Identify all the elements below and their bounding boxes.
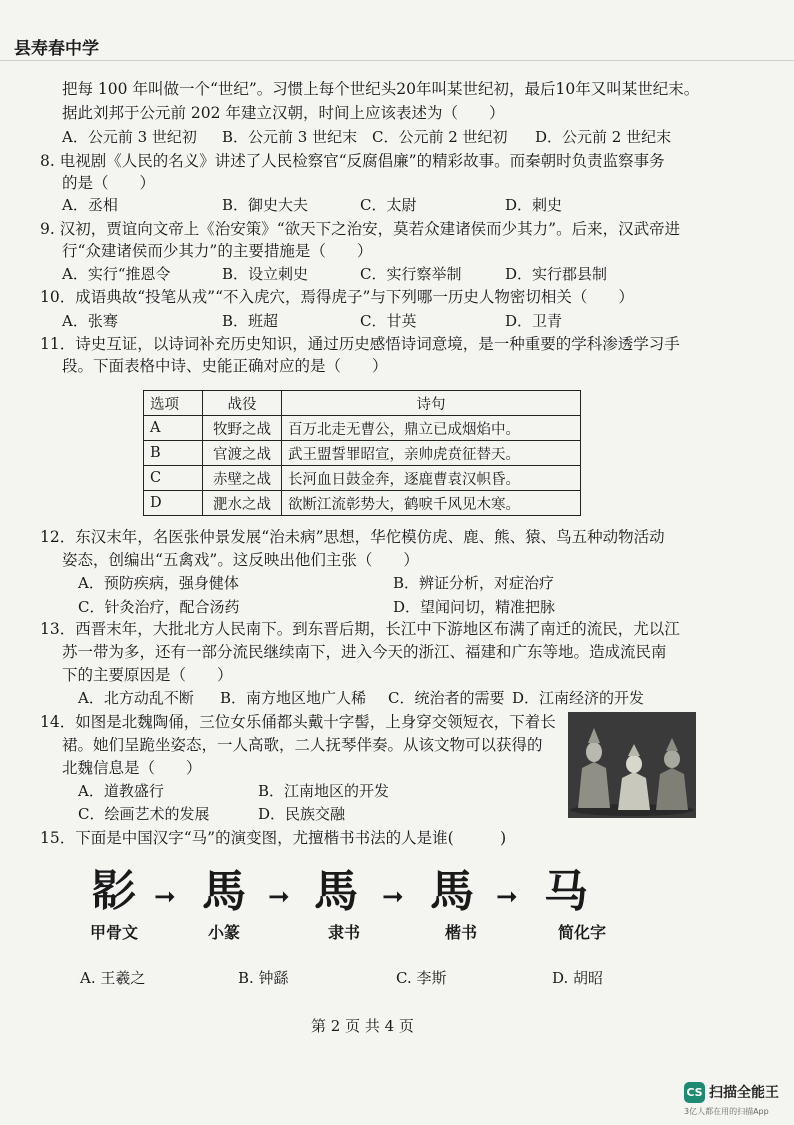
q7-line1: 把每 100 年叫做一个“世纪”。习惯上每个世纪头20年叫某世纪初，最后10年又叫某世纪末。 <box>62 80 700 98</box>
q7-option-b: B．公元前 3 世纪末 <box>222 128 358 146</box>
q9-option-d: D．实行郡县制 <box>505 265 608 283</box>
q13-option-c: C．统治者的需要 <box>388 689 505 707</box>
table-cell: 百万北走无曹公，鼎立已成烟焰中。 <box>282 416 581 441</box>
q12-option-d: D．望闻问切，精准把脉 <box>393 598 556 616</box>
q7-option-c: C．公元前 2 世纪初 <box>372 128 508 146</box>
q11-line1: 11．诗史互证，以诗词补充历史知识，通过历史感悟诗词意境，是一种重要的学科渗透学习手 <box>40 335 680 353</box>
q10-option-a: A．张骞 <box>62 312 118 330</box>
table-row <box>144 416 581 441</box>
q14-line2: 裙。她们呈跪坐姿态，一人高歌，二人抚琴伴奏。从该文物可以获得的 <box>62 736 543 754</box>
q7-option-a: A．公元前 3 世纪初 <box>62 128 197 146</box>
school-header: 县寿春中学 <box>14 39 99 59</box>
q7-option-d: D．公元前 2 世纪末 <box>535 128 672 146</box>
table-header-cell: 诗句 <box>282 391 581 416</box>
q14-option-b: B．江南地区的开发 <box>258 782 390 800</box>
q13-option-d: D．江南经济的开发 <box>512 689 645 707</box>
script-label-oracle: 甲骨文 <box>90 923 139 942</box>
table-cell: 官渡之战 <box>203 441 282 466</box>
q14-option-c: C．绘画艺术的发展 <box>78 805 210 823</box>
q13-line2: 苏一带为多，还有一部分流民继续南下，进入今天的浙江、福建和广东等地。造成流民南 <box>62 643 667 661</box>
table-cell: A <box>144 416 203 441</box>
header-divider <box>0 60 794 61</box>
simplified-glyph: 马 <box>544 866 588 917</box>
table-row <box>144 466 581 491</box>
table-row <box>144 491 581 516</box>
q11-line2: 段。下面表格中诗、史能正确对应的是（ ） <box>62 357 388 375</box>
regular-script-glyph: 馬 <box>430 866 474 917</box>
q15-option-c: C. 李斯 <box>396 969 447 987</box>
arrow-right-icon: ➞ <box>496 882 518 912</box>
arrow-right-icon: ➞ <box>154 882 176 912</box>
q7-line2: 据此刘邦于公元前 202 年建立汉朝，时间上应该表述为（ ） <box>62 104 505 122</box>
table-row <box>144 441 581 466</box>
q15-option-b: B. 钟繇 <box>238 969 289 987</box>
table-cell: 淝水之战 <box>203 491 282 516</box>
q14-option-a: A．道教盛行 <box>78 782 164 800</box>
q13-option-b: B．南方地区地广人稀 <box>220 689 367 707</box>
q13-line1: 13．西晋末年，大批北方人民南下。到东晋后期，长江中下游地区布满了南迁的流民，尤以江 <box>40 620 680 638</box>
q9-option-a: A．实行“推恩令 <box>62 265 171 283</box>
camscanner-logo-icon: CS <box>684 1082 705 1103</box>
q13-line3: 下的主要原因是（ ） <box>62 666 233 684</box>
q14-line3: 北魏信息是（ ） <box>62 759 202 777</box>
q15-option-d: D. 胡昭 <box>552 969 604 987</box>
table-cell: B <box>144 441 203 466</box>
page-number: 第 2 页 共 4 页 <box>311 1017 414 1035</box>
q9-line1: 9. 汉初，贾谊向文帝上《治安策》“欲天下之治安，莫若众建诸侯而少其力”。后来，汉武帝进 <box>40 220 681 238</box>
script-label-regular: 楷书 <box>445 923 478 942</box>
poem-history-table <box>143 390 581 516</box>
scanner-watermark <box>682 1079 790 1119</box>
q10-option-d: D．卫青 <box>505 312 563 330</box>
q15-line1: 15．下面是中国汉字“马”的演变图，尤擅楷书书法的人是谁( ) <box>40 829 507 847</box>
table-cell: 牧野之战 <box>203 416 282 441</box>
q9-option-b: B．设立刺史 <box>222 265 309 283</box>
q13-option-a: A．北方动乱不断 <box>78 689 194 707</box>
q8-line1: 8. 电视剧《人民的名义》讲述了人民检察官“反腐倡廉”的精彩故事。而秦朝时负责监察事务 <box>40 152 665 170</box>
q15-option-a: A. 王羲之 <box>80 969 146 987</box>
figurines-illustration <box>568 712 696 818</box>
script-label-seal: 小篆 <box>208 923 241 942</box>
table-header-row <box>144 391 581 416</box>
q9-option-c: C．实行察举制 <box>360 265 462 283</box>
q8-option-d: D．刺史 <box>505 196 563 214</box>
q8-option-b: B．御史大夫 <box>222 196 309 214</box>
q14-option-d: D．民族交融 <box>258 805 346 823</box>
script-label-clerical: 隶书 <box>328 923 361 942</box>
table-cell: 欲断江流彰势大，鹤唳千风见木寒。 <box>282 491 581 516</box>
table-cell: 武王盟誓罪昭宣，亲帅虎贲征替天。 <box>282 441 581 466</box>
table-header-cell: 战役 <box>203 391 282 416</box>
q9-line2: 行“众建诸侯而少其力”的主要措施是（ ） <box>62 242 373 260</box>
arrow-right-icon: ➞ <box>382 882 404 912</box>
table-cell: 长河血日鼓金奔，逐鹿曹袁汉帜昏。 <box>282 466 581 491</box>
table-cell: 赤壁之战 <box>203 466 282 491</box>
q8-line2: 的是（ ） <box>62 174 156 192</box>
q8-option-a: A．丞相 <box>62 196 118 214</box>
watermark-app-name: 扫描全能王 <box>709 1085 779 1101</box>
table-cell: C <box>144 466 203 491</box>
horse-character-evolution <box>92 868 632 918</box>
q12-line2: 姿态，创编出“五禽戏”。这反映出他们主张（ ） <box>62 551 419 569</box>
arrow-right-icon: ➞ <box>268 882 290 912</box>
q12-line1: 12．东汉末年，名医张仲景发展“治未病”思想，华佗模仿虎、鹿、熊、猿、鸟五种动物活动 <box>40 528 665 546</box>
table-cell: D <box>144 491 203 516</box>
oracle-bone-glyph: 𢒠 <box>92 866 136 917</box>
northern-wei-pottery-figurines-photo <box>568 712 696 818</box>
q12-option-c: C．针灸治疗，配合汤药 <box>78 598 240 616</box>
q14-line1: 14．如图是北魏陶俑，三位女乐俑都头戴十字髻，上身穿交领短衣，下着长 <box>40 713 556 731</box>
q10-option-c: C．甘英 <box>360 312 417 330</box>
table-header-cell: 选项 <box>144 391 203 416</box>
clerical-glyph: 馬 <box>314 866 358 917</box>
q10-option-b: B．班超 <box>222 312 279 330</box>
q12-option-a: A．预防疾病，强身健体 <box>78 574 239 592</box>
q12-option-b: B．辨证分析，对症治疗 <box>393 574 555 592</box>
watermark-tagline: 3亿人都在用的扫描App <box>684 1107 769 1116</box>
q10-line1: 10．成语典故“投笔从戎”“不入虎穴，焉得虎子”与下列哪一历史人物密切相关（ ） <box>40 288 634 306</box>
q8-option-c: C．太尉 <box>360 196 417 214</box>
script-label-simplified: 简化字 <box>558 923 607 942</box>
small-seal-glyph: 馬 <box>202 866 246 917</box>
